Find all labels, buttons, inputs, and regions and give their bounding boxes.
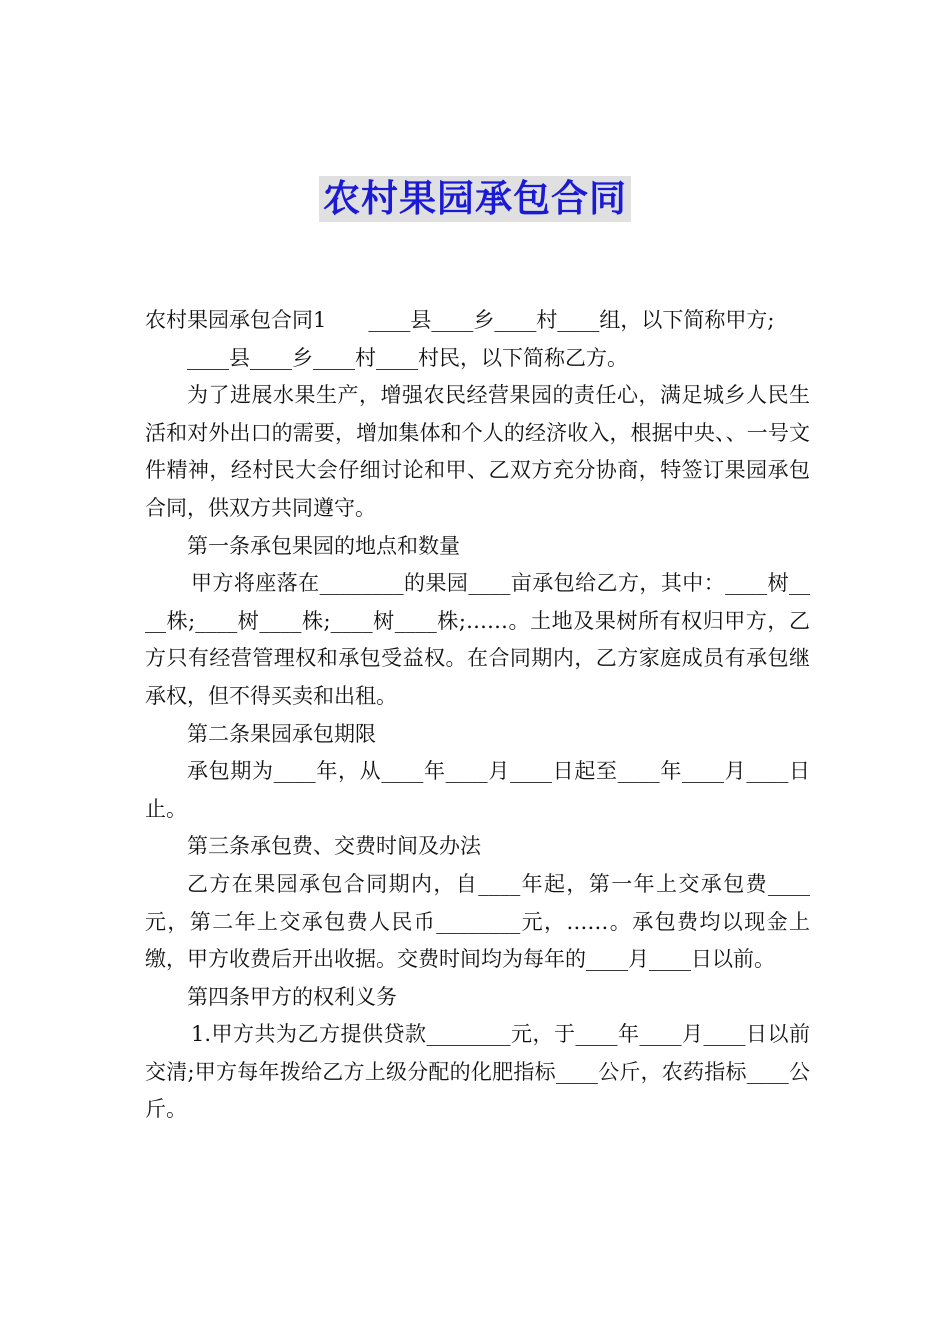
article-3-heading: 第三条承包费、交费时间及办法 [187,834,481,859]
title-container [0,176,950,222]
article-1-heading: 第一条承包果园的地点和数量 [187,533,460,558]
article-1-body: 甲方将座落在________的果园____亩承包给乙方，其中：____树____株;____树____株;____树____株;……。土地及果树所有权归甲方，乙方只有经营管理权和承包受益权。在合同期内，乙方家庭成员有承包继承权，但不得买卖和出租。 [145,571,810,708]
article-2-heading: 第二条果园承包期限 [187,721,376,746]
document-body [145,302,810,1129]
paragraph-preamble: 为了进展水果生产，增强农民经营果园的责任心，满足城乡人民生活和对外出口的需要，增加集体和个人的经济收入，根据中央、、一号文件精神，经村民大会仔细讨论和甲、乙双方充分协商，特签订果园承包合同，供双方共同遵守。 [145,383,810,520]
article-4-heading: 第四条甲方的权利义务 [187,984,397,1009]
article-2-body: 承包期为____年，从____年____月____日起至____年____月____日止。 [145,759,810,821]
article-3-body: 乙方在果园承包合同期内，自____年起，第一年上交承包费____元，第二年上交承包费人民币________元，……。承包费均以现金上缴，甲方收费后开出收据。交费时间均为每年的____月____日以前。 [145,871,810,972]
paragraph-party-b: ____县____乡____村____村民，以下简称乙方。 [187,345,628,370]
article-4-clause-1: 1.甲方共为乙方提供贷款________元，于____年____月____日以前交清;甲方每年拨给乙方上级分配的化肥指标____公斤，农药指标____公斤。 [145,1022,810,1122]
document-title: 农村果园承包合同 [319,176,631,222]
paragraph-header-parties: 农村果园承包合同1 ____县____乡____村____组，以下简称甲方; [145,308,775,332]
